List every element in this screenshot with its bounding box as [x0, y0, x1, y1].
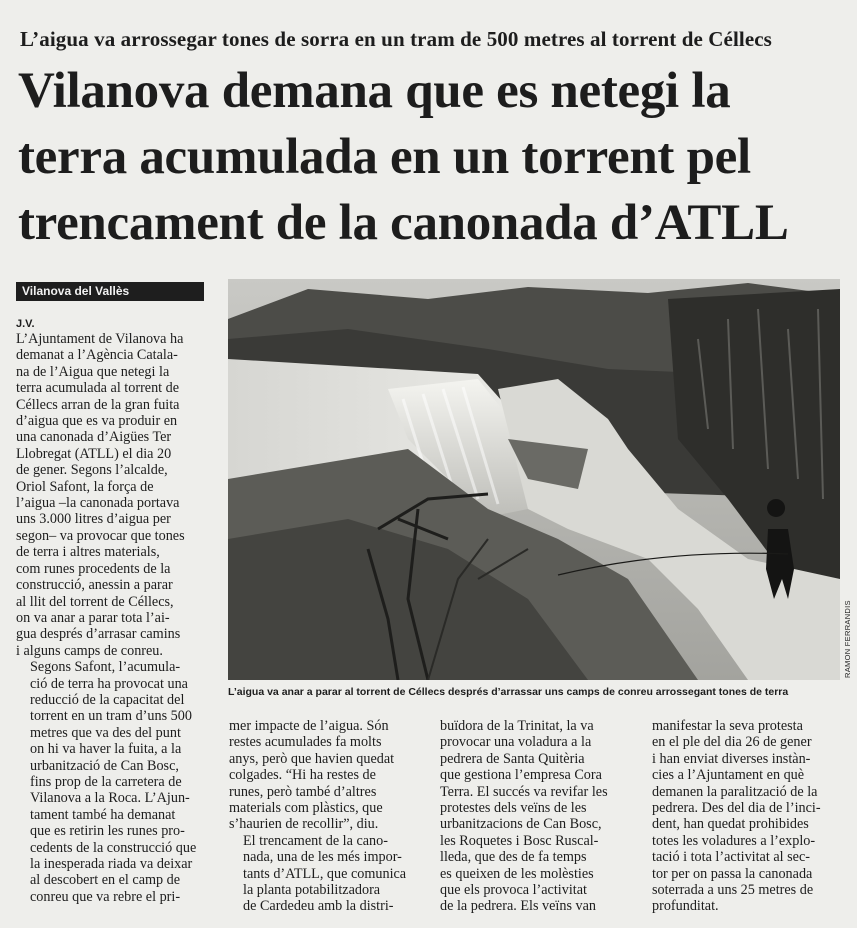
text-line: protestes dels veïns de les — [440, 800, 587, 817]
text-line: terra acumulada al torrent de — [16, 380, 180, 397]
text-line: que gestiona l’empresa Cora — [440, 767, 602, 784]
text-line: mer impacte de l’aigua. Són — [229, 718, 389, 734]
text-line: Terra. El succés va revifar les — [440, 783, 608, 800]
paragraph — [652, 718, 848, 915]
paragraph — [16, 659, 212, 905]
text-line: buïdora de la Trinitat, la va — [440, 718, 594, 734]
text-line: on hi va haver la fuita, a la — [30, 741, 182, 758]
text-line: cedents de la construcció que — [30, 839, 197, 856]
section-label: Vilanova del Vallès — [16, 282, 204, 301]
text-line: de la pedrera. Els veïns van — [440, 898, 597, 915]
text-line: Vilanova a la Roca. L’Ajun- — [30, 790, 190, 807]
text-line: que els provoca l’activitat — [440, 882, 587, 899]
text-line: demanat a l’Agència Catala- — [16, 347, 178, 364]
text-line: manifestar la seva protesta — [652, 718, 803, 734]
paragraph — [229, 718, 421, 833]
text-line: uns 3.000 litres d’aigua per — [16, 511, 171, 528]
text-line: tor per on passa la canonada — [652, 865, 813, 882]
text-line: les Roquetes i Bosc Ruscal- — [440, 832, 599, 849]
text-line: metres que va des del punt — [30, 724, 181, 741]
text-line: restes acumulades fa molts — [229, 734, 382, 751]
text-line: lleda, que des de fa temps — [440, 849, 587, 866]
text-line: pedrera de Santa Quitèria — [440, 750, 585, 767]
text-line: colgades. “Hi ha restes de — [229, 767, 376, 784]
text-line: una canonada d’Aigües Ter — [16, 429, 172, 446]
headline-line: Vilanova demana que es netegi la — [18, 63, 731, 119]
news-photo — [228, 279, 840, 680]
article-column-4 — [652, 718, 848, 915]
photo-caption: L’aigua va anar a parar al torrent de Céllecs després d’arrassar uns camps de conreu arrossegant tones de terra — [228, 686, 789, 698]
text-line: la planta potabilitzadora — [243, 882, 381, 899]
paragraph — [440, 718, 636, 915]
text-line: Céllecs arran de la gran fuita — [16, 396, 180, 413]
text-line: nada, una de les més impor- — [243, 849, 402, 866]
text-line: que es retirin les runes pro- — [30, 823, 185, 840]
text-line: gua després d’arrasar camins — [16, 626, 181, 643]
article-column-3 — [440, 718, 636, 915]
text-line: al llit del torrent de Céllecs, — [16, 593, 174, 610]
text-line: Llobregat (ATLL) el dia 20 — [16, 445, 172, 462]
headline-line: terra acumulada en un torrent pel — [18, 129, 751, 185]
text-line: ció de terra ha provocat una — [30, 675, 188, 692]
text-line: Segons Safont, l’acumula- — [30, 659, 181, 676]
text-line: anys, però que havien quedat — [229, 750, 395, 767]
text-line: pedrera. Des del dia de l’inci- — [652, 800, 821, 817]
text-line: dent, han quedat prohibides — [652, 816, 809, 833]
text-line: i han enviat diverses instàn- — [652, 750, 811, 767]
article-column-2 — [229, 718, 421, 915]
text-line: al descobert en el camp de — [30, 872, 181, 889]
text-line: Oriol Safont, la força de — [16, 478, 154, 495]
text-line: tació i tota l’activitat al sec- — [652, 849, 810, 866]
article-column-1 — [16, 331, 212, 905]
article-kicker: L’aigua va arrossegar tones de sorra en un tram de 500 metres al torrent de Céllecs — [20, 27, 772, 51]
text-line: de terra i altres materials, — [16, 544, 160, 561]
text-line: conreu que va rebre el pri- — [30, 888, 181, 905]
text-line: El trencament de la cano- — [243, 832, 388, 849]
text-line: l’aigua –la canonada portava — [16, 495, 180, 512]
text-line: com runes procedents de la — [16, 560, 171, 577]
text-line: profunditat. — [652, 898, 719, 915]
text-line: runes, però també d’altres — [229, 783, 377, 800]
text-line: i alguns camps de conreu. — [16, 642, 163, 659]
text-line: totes les voladures a l’explo- — [652, 832, 816, 849]
text-line: provocar una voladura a la — [440, 734, 592, 751]
photo-credit: RAMON FERRANDIS — [843, 600, 852, 678]
text-line: construcció, anessin a parar — [16, 577, 173, 594]
text-line: fins prop de la carretera de — [30, 773, 182, 790]
text-line: urbanització de Can Bosc, — [30, 757, 179, 774]
text-line: materials com plàstics, que — [229, 800, 383, 817]
text-line: demanen la paralització de la — [652, 783, 818, 800]
text-line: tants d’ATLL, que comunica — [243, 865, 407, 882]
paragraph — [16, 331, 212, 659]
text-line: on va anar a parar tota l’ai- — [16, 609, 170, 626]
text-line: reducció de la capacitat del — [30, 691, 185, 708]
text-line: cies a l’Ajuntament en què — [652, 767, 805, 784]
text-line: en el ple del dia 26 de gener — [652, 734, 812, 751]
text-line: urbanitzacions de Can Bosc, — [440, 816, 602, 833]
text-line: s’haurien de recollir”, diu. — [229, 816, 379, 833]
byline: J.V. — [16, 318, 35, 330]
waterfall-photo-illustration — [228, 279, 840, 680]
text-line: d’aigua que es va produir en — [16, 413, 178, 430]
text-line: na de l’Aigua que netegi la — [16, 363, 170, 380]
text-line: de Cardedeu amb la distri- — [243, 898, 394, 915]
text-line: es queixen de les molèsties — [440, 865, 594, 882]
article-headline — [18, 58, 848, 256]
text-line: de gener. Segons l’alcalde, — [16, 462, 168, 479]
text-line: L’Ajuntament de Vilanova ha — [16, 331, 184, 347]
paragraph — [229, 833, 421, 915]
text-line: tament també ha demanat — [30, 806, 176, 823]
text-line: torrent en un tram d’uns 500 — [30, 708, 192, 725]
text-line: soterrada a uns 25 metres de — [652, 882, 814, 899]
headline-line: trencament de la canonada d’ATLL — [18, 195, 789, 251]
text-line: la inesperada riada va deixar — [30, 856, 193, 872]
text-line: segon– va provocar que tones — [16, 527, 185, 544]
